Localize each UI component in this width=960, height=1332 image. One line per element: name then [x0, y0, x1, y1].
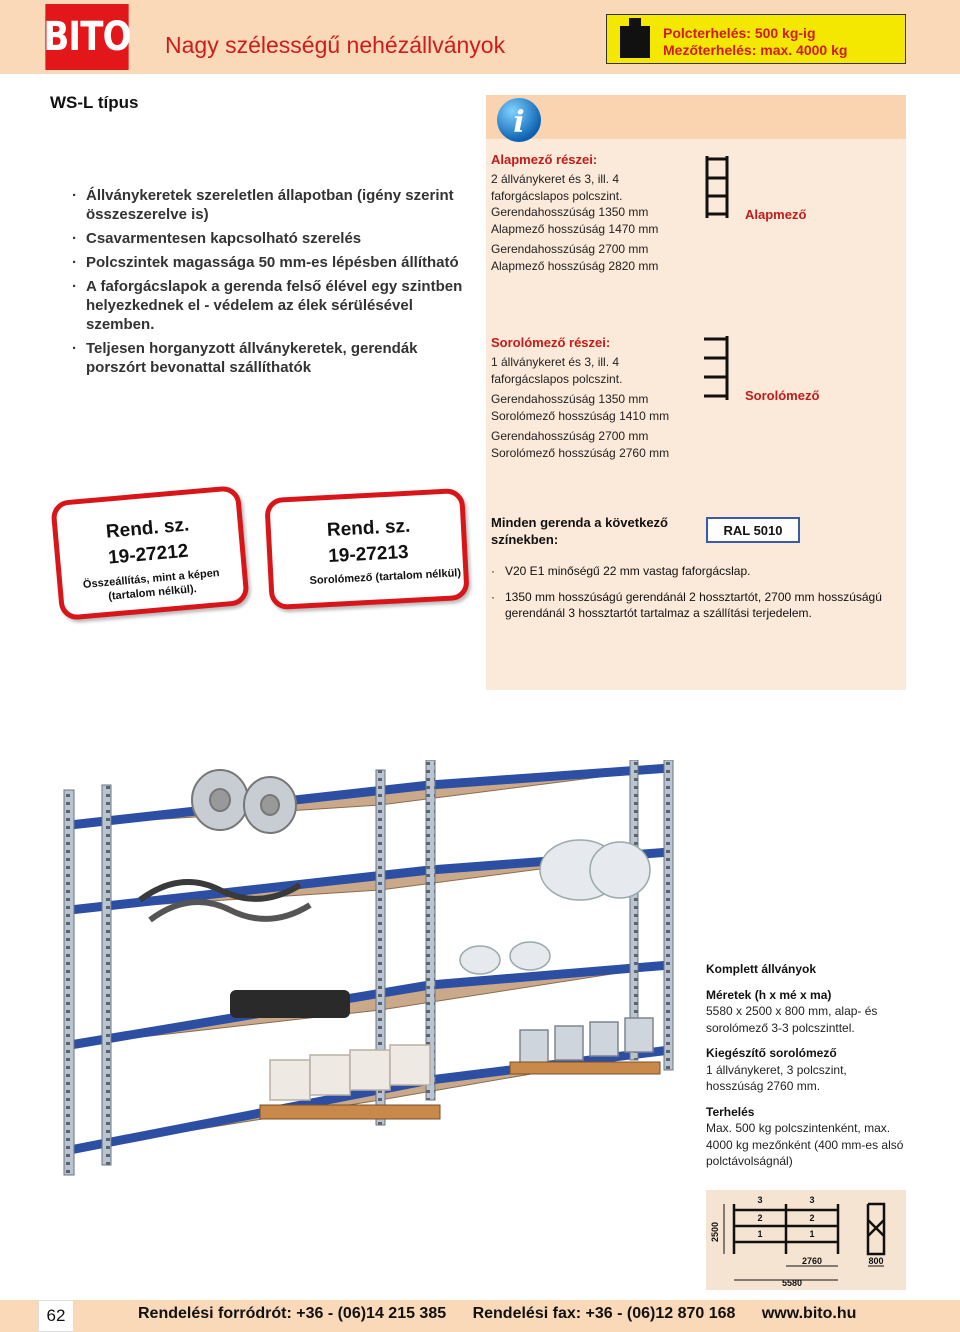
spec-text: 5580 x 2500 x 800 mm, alap- és sorolómező 3-3 polcszinttel. [706, 1004, 878, 1035]
alapmezo-frame-icon [704, 156, 730, 218]
order-card-1 [50, 485, 250, 621]
order-description: Sorolómező (tartalom nélkül) [309, 567, 462, 588]
spec-heading: Terhelés [706, 1104, 755, 1119]
sorolomezo-frame-icon [704, 336, 730, 400]
level-label: 1 [809, 1229, 815, 1239]
level-label: 1 [757, 1229, 763, 1239]
shelf-load-text: Polcterhelés: 500 kg-ig [663, 25, 816, 41]
level-label: 3 [809, 1195, 815, 1205]
detail-line: Gerendahosszúság 1350 mm [491, 392, 649, 406]
order-fax: Rendelési fax: +36 - (06)12 870 168 [472, 1305, 736, 1322]
height-label: 2500 [710, 1221, 720, 1243]
info-icon [495, 96, 543, 144]
sorolomezo-label: Sorolómező [745, 388, 820, 403]
order-label: Rend. sz. [326, 515, 411, 542]
weight-icon [620, 18, 650, 58]
detail-line: 2 állványkeret és 3, ill. 4 faforgácslapos polcszint. [491, 172, 623, 203]
sorolomezo-heading: Sorolómező részei: [491, 335, 611, 350]
info-panel-header [486, 95, 906, 139]
website-link[interactable]: www.bito.hu [761, 1305, 857, 1322]
bito-logo: BITO [45, 4, 128, 70]
shelving-rack-image [40, 760, 680, 1180]
color-bullet: · 1350 mm hosszúságú gerendánál 2 hossztartót, 2700 mm hosszúságú gerendánál 3 hossztartót tartalmaz a szállítási terjedelem. [491, 590, 882, 620]
spec-column [706, 961, 906, 1170]
order-card-2 [264, 488, 470, 610]
alapmezo-details [491, 171, 691, 274]
detail-line: Gerendahosszúság 2700 mm [491, 242, 649, 256]
bullet-text: 1350 mm hosszúságú gerendánál 2 hossztartót, 2700 mm hosszúságú gerendánál 3 hossztartót tartalmaz a szállítási terjedelem. [505, 590, 882, 620]
ral-badge: RAL 5010 [706, 517, 800, 543]
level-label: 2 [757, 1213, 763, 1223]
field-load-text: Mezőterhelés: max. 4000 kg [663, 42, 848, 58]
colors-heading: Minden gerenda a következő színekben: [491, 515, 668, 547]
detail-line: Alapmező hosszúság 2820 mm [491, 258, 659, 273]
spec-heading: Méretek (h x mé x ma) [706, 987, 832, 1002]
sorolomezo-details [491, 354, 691, 461]
depth-label: 800 [868, 1256, 884, 1266]
order-phone: Rendelési forródrót: +36 - (06)14 215 385 [138, 1305, 447, 1322]
order-label: Rend. sz. [105, 514, 191, 543]
dimension-diagram [706, 1190, 906, 1290]
field-length-label: 2760 [801, 1256, 823, 1266]
order-number: 19-27213 [327, 541, 410, 568]
detail-line: Alapmező hosszúság 1470 mm [491, 221, 659, 236]
level-label: 2 [809, 1213, 815, 1223]
svg-text:i: i [513, 105, 525, 140]
bullet-text: V20 E1 minőségű 22 mm vastag faforgácslap. [505, 564, 751, 578]
alapmezo-heading: Alapmező részei: [491, 152, 598, 167]
detail-line: Sorolómező hosszúság 1410 mm [491, 408, 670, 423]
list-item: · A faforgácslapok a gerenda felső élével egy szintben helyezkednek el - védelem az élek sérülésével szemben. [72, 277, 472, 334]
total-length-label: 5580 [781, 1278, 803, 1288]
detail-line: Gerendahosszúság 2700 mm [491, 429, 649, 443]
list-item: · Teljesen horganyzott állványkeretek, gerendák porszórt bevonattal szállíthatók [72, 339, 472, 377]
order-description: Összeállítás, mint a képen (tartalom nélkül). [82, 567, 221, 603]
level-label: 3 [757, 1195, 763, 1205]
spec-heading: Komplett állványok [706, 962, 817, 976]
page-number: 62 [38, 1300, 74, 1332]
order-number: 19-27212 [107, 540, 190, 569]
alapmezo-label: Alapmező [745, 207, 807, 222]
detail-line: Gerendahosszúság 1350 mm [491, 205, 649, 219]
footer-contact [138, 1305, 878, 1323]
page-title: Nagy szélességű nehézállványok [165, 32, 506, 58]
list-item: · Állványkeretek szereletlen állapotban (igény szerint összeszerelve is) [72, 186, 472, 224]
detail-line: Sorolómező hosszúság 2760 mm [491, 445, 670, 460]
list-item: · Polcszintek magassága 50 mm-es lépésben állítható [72, 253, 472, 272]
spec-text: Max. 500 kg polcszintenként, max. 4000 kg mezőnként (400 mm-es alsó polctávolságnál) [706, 1121, 904, 1168]
type-label: WS-L típus [50, 93, 139, 112]
color-bullet: · V20 E1 minőségű 22 mm vastag faforgácslap. [491, 564, 751, 578]
feature-list [72, 186, 472, 382]
list-item: · Csavarmentesen kapcsolható szerelés [72, 229, 472, 248]
spec-heading: Kiegészítő sorolómező [706, 1046, 837, 1060]
detail-line: 1 állványkeret és 3, ill. 4 faforgácslapos polcszint. [491, 355, 623, 386]
spec-text: 1 állványkeret, 3 polcszint, hosszúság 2760 mm. [706, 1062, 847, 1093]
